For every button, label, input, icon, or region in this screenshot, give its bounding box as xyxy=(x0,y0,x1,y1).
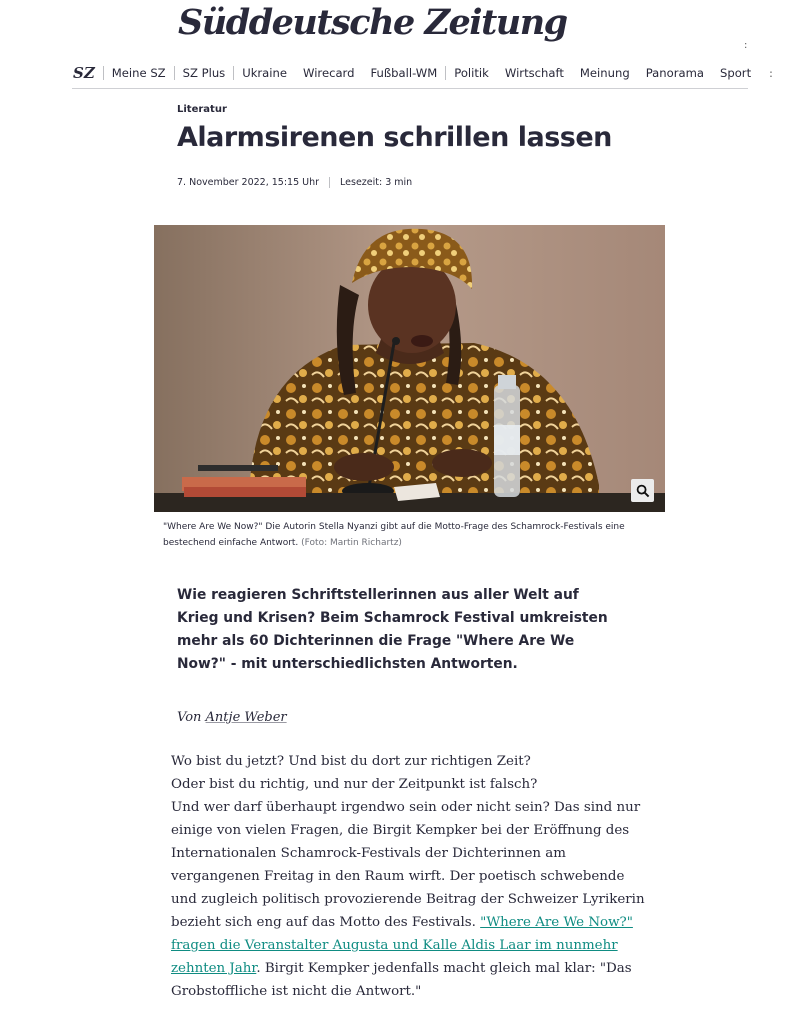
festival-link-cont[interactable]: fragen die Veranstalter Augusta und Kalle Aldis Laar im nunmehr xyxy=(171,938,618,953)
article-meta xyxy=(177,177,412,188)
body-line: Oder bist du richtig, und nur der Zeitpunkt ist falsch? xyxy=(171,777,538,792)
body-line: Internationalen Schamrock-Festivals der Dichterinnen am xyxy=(171,846,566,861)
byline-prefix: Von xyxy=(177,710,202,725)
nav-item-meine-sz[interactable]: Meine SZ xyxy=(103,66,174,80)
nav-item-sz-plus[interactable]: SZ Plus xyxy=(174,66,234,80)
nav-item-sport[interactable]: Sport xyxy=(719,66,752,80)
article-teaser: Wie reagieren Schriftstellerinnen aus aller Welt auf Krieg und Krisen? Beim Schamrock Festival umkreisten mehr als 60 Dichterinnen die Frage "Where Are We Now?" - mit unterschiedlichsten Antworten. xyxy=(177,587,608,672)
nav-item-wirtschaft[interactable]: Wirtschaft xyxy=(504,66,564,80)
nav-sz-logo[interactable]: SZ xyxy=(73,64,95,82)
nav-item-panorama[interactable]: Panorama xyxy=(645,66,704,80)
article-date: 7. November 2022, 15:15 Uhr xyxy=(177,177,320,188)
caption-credit: (Foto: Martin Richartz) xyxy=(301,538,402,548)
masthead xyxy=(0,0,800,56)
nav-item-politik[interactable]: Politik xyxy=(445,66,497,80)
body-line: Wo bist du jetzt? Und bist du dort zur richtigen Zeit? xyxy=(171,754,531,769)
article-kicker[interactable]: Literatur xyxy=(177,104,227,115)
festival-link-end[interactable]: zehnten Jahr xyxy=(171,961,257,976)
article-body xyxy=(171,750,645,1003)
body-line xyxy=(171,911,641,934)
body-line: vergangenen Freitag in den Raum wirft. Der poetisch schwebende xyxy=(171,869,625,884)
photo-illustration xyxy=(154,225,665,512)
sz-logo[interactable]: Süddeutsche Zeitung xyxy=(178,2,567,43)
nav-item-ukraine[interactable]: Ukraine xyxy=(233,66,295,80)
magnifier-icon xyxy=(636,484,650,498)
nav-item-fussball-wm[interactable]: Fußball-WM xyxy=(370,66,438,80)
article-byline xyxy=(177,710,287,725)
main-navigation xyxy=(72,58,773,89)
festival-link[interactable]: "Where Are We Now?" xyxy=(480,915,633,930)
nav-more-icon[interactable]: : xyxy=(769,66,773,80)
meta-divider xyxy=(329,177,330,188)
reading-time: Lesezeit: 3 min xyxy=(340,177,413,188)
author-link[interactable]: Antje Weber xyxy=(205,710,287,725)
image-zoom-button[interactable] xyxy=(631,479,654,502)
caption-text: "Where Are We Now?" Die Autorin Stella Nyanzi gibt auf die Motto-Frage des Schamrock-Festivals eine bestechend einfache Antwort. xyxy=(163,522,625,548)
body-line: einige von vielen Fragen, die Birgit Kempker bei der Eröffnung des xyxy=(171,823,630,838)
body-line: Und wer darf überhaupt irgendwo sein oder nicht sein? Das sind nur xyxy=(171,800,641,815)
body-line xyxy=(171,934,641,957)
body-line: und zugleich politisch provozierende Beitrag der Schweizer Lyrikerin xyxy=(171,892,645,907)
body-line-text: bezieht sich eng auf das Motto des Festivals. xyxy=(171,915,481,930)
body-line-text: . Birgit Kempker jedenfalls macht gleich mal klar: "Das xyxy=(256,961,632,976)
body-line xyxy=(171,957,641,980)
nav-item-wirecard[interactable]: Wirecard xyxy=(303,66,355,80)
nav-item-meinung[interactable]: Meinung xyxy=(579,66,630,80)
article-photo[interactable] xyxy=(154,225,665,512)
body-line: Grobstoffliche ist nicht die Antwort." xyxy=(171,984,422,999)
article-headline: Alarmsirenen schrillen lassen xyxy=(177,122,612,153)
more-options-icon[interactable]: : xyxy=(744,40,748,51)
photo-caption xyxy=(163,519,653,551)
